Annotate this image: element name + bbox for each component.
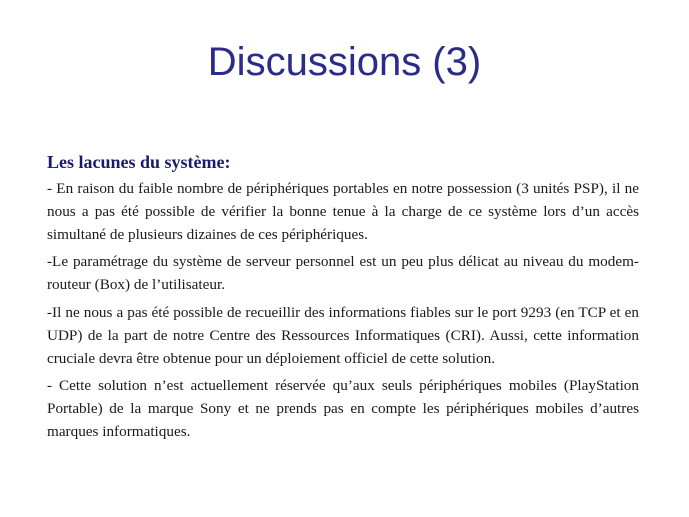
paragraph-4: - Cette solution n’est actuellement réservée qu’aux seuls périphériques mobiles (PlayStation Portable) de la marque Sony et ne prends pas en compte les périphériques mobiles d’autres marques informatiques. (47, 377, 639, 440)
section-heading: Les lacunes du système: (47, 152, 231, 172)
paragraph-2: -Le paramétrage du système de serveur personnel est un peu plus délicat au niveau du modem-routeur (Box) de l’utilisateur. (47, 253, 639, 294)
paragraph-1: - En raison du faible nombre de périphériques portables en notre possession (3 unités PSP), il ne nous a pas été possible de vérifier la bonne tenue à la charge de ce système lors d’un accès simultané de plusieurs dizaines de ces périphériques. (47, 180, 639, 243)
slide-content (47, 150, 639, 449)
paragraph-3: -Il ne nous a pas été possible de recueillir des informations fiables sur le port 9293 (en TCP et en UDP) de la part de notre Centre des Ressources Informatiques (CRI). Aussi, cette information cruciale devra être obtenue pour un déploiement officiel de cette solution. (47, 303, 639, 367)
slide-title: Discussions (3) (207, 40, 482, 84)
